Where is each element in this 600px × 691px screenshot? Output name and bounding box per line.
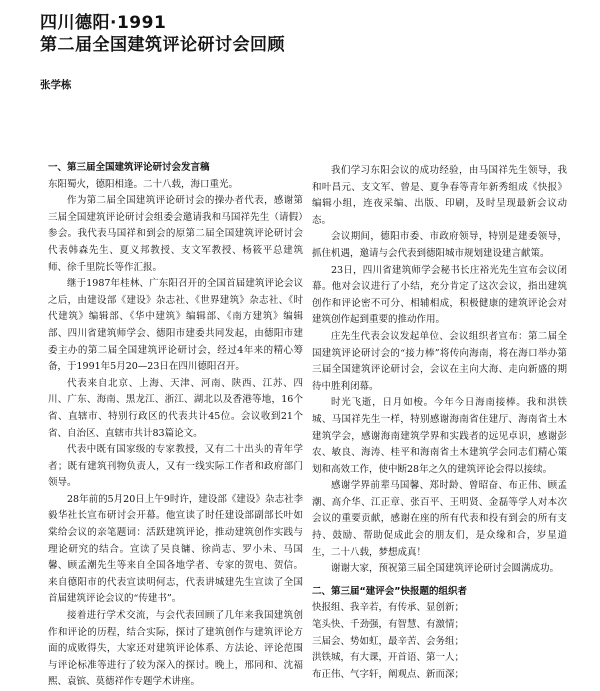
left-paragraph-6: 28年前的5月20日上午9时许，建设部《建设》杂志社李毅华社长宣布研讨会开幕。他宣读了时任建设部副部长叶如棠给会议的亲笔题词：活跃建筑评论，推动建筑创作实践与理论研究的结合。宣读了吴良镛、徐尚志、罗小未、马国馨、顾孟潮先生等来自全国各地学者、专家的贺电、贺信。来自德阳市的代表宣读明何志，代表讲城建先生宣读了全国首届建筑评论会议的“传建书”。 bbox=[48, 493, 303, 605]
left-paragraph-5: 代表中既有国家级的专家教授，又有二十出头的青年学者；既有建筑刊物负责人，又有一线实际工作者和政府部门领导。 bbox=[48, 444, 303, 489]
left-paragraph-1: 东阳蜀火，德阳相逢。二十八载，海口重光。 bbox=[48, 178, 239, 190]
author-name: 张学栋 bbox=[40, 79, 72, 91]
article-title-line-1: 四川德阳·1991 bbox=[40, 13, 167, 33]
left-paragraph-4: 代表来自北京、上海、天津、河南、陕西、江苏、四川、广东、海南、黑龙江、浙江、湖北以及香港等地，16个省、直辖市、特别行政区的代表共计45位。会议收到21个省、自治区、直辖市共计83篇论文。 bbox=[48, 377, 303, 439]
left-paragraph-2: 作为第二届全国建筑评论研讨会的操办者代表，感谢第三届全国建筑评论研讨会组委会邀请我和马国祥先生（请假）参会。我代表马国祥和到会的原第二届全国建筑评论研讨会代表韩森先生、夏义邦教授、支文军教授、杨筱平总建筑师、徐千里院长等作汇报。 bbox=[48, 195, 303, 273]
right-paragraph-7: 谢谢大家，预祝第三届全国建筑评论研讨会圆满成功。 bbox=[331, 563, 560, 575]
right-column bbox=[312, 163, 567, 683]
verse-list bbox=[312, 600, 567, 683]
verse-line: 洪铁城，有大课，开首语、第一人； bbox=[312, 652, 465, 664]
right-paragraph-6: 感谢学界前辈马国馨、郑时龄、曾昭奋、布正伟、顾孟潮、高介华、江正章、张百平、王明贤、金磊等学人对本次会议的重要贡献，感谢在座的所有代表和投有到会的所有支持、鼓励、帮助促成此会的朋友们，是众缘和合，岁星道生，二十八载，梦想成真！ bbox=[312, 480, 567, 558]
section-heading-1: 一、第三届全国建筑评论研讨会发言稿 bbox=[48, 162, 210, 173]
article-title-line-2: 第二届全国建筑评论研讨会回顾 bbox=[40, 35, 285, 55]
verse-line: 笔头快、千劲强，有智慧、有激情； bbox=[312, 619, 465, 631]
verse-line: 布正伟、气字轩，阐观点、新而深； bbox=[312, 668, 465, 680]
verse-line: 三届会、势如虹，最辛苦、会务组； bbox=[312, 635, 465, 647]
left-column bbox=[48, 160, 303, 691]
left-paragraph-7: 接着进行学术交流，与会代表回顾了几年来我国建筑创作和评论的历程，结合实际，探讨了建筑创作与建筑评论方面的成败得失，大家还对建筑评论体系、方法论、评论范围与评论标准等进行了较为深入的探讨。晚上，邢同和、沈福熙、袁镔、莫德祥作专题学术讲座。 bbox=[48, 610, 303, 688]
right-paragraph-4: 庄先生代表会议发起单位、会议组织者宣布：第二届全国建筑评论研讨会的“接力棒”将传向海南，将在海口举办第三届全国建筑评论研讨会，会议在主向大海、走向新盛的期待中胜利闭幕。 bbox=[312, 330, 567, 392]
right-paragraph-5: 时光飞逝，日月如梭。今年今日海南接棒。我和洪铁城、马国祥先生一样，特别感谢海南省住建厅、海南省土木建筑学会，感谢海南建筑学界和实践者的远见卓识，感谢彭农、敏良、海涛、桂平和海南省土木建筑学会同志们精心策划和高效工作，使中断28年之久的建筑评论会得以接续。 bbox=[312, 397, 567, 475]
right-paragraph-3: 23日，四川省建筑师学会秘书长庄裕光先生宣布会议闭幕。他对会议进行了小结，充分肯定了这次会议，指出建筑创作和评论密不可分、相辅相成，积极健康的建筑评论会对建筑创作起到重要的推动作用。 bbox=[312, 264, 567, 326]
right-paragraph-2: 会议期间，德阳市委、市政府领导，特别是建委领导，抓住机遇，邀请与会代表到德阳城市规划建设建言献策。 bbox=[312, 231, 567, 259]
right-paragraph-1: 我们学习东阳会议的成功经验，由马国祥先生领导，我和叶昌元、支文军、曾是、夏争春等青年新秀组成《快报》编辑小组，连夜采编、出版、印刷，及时呈现最新会议动态。 bbox=[312, 165, 567, 226]
section-heading-2: 二、第三届“建评会”快报题的组织者 bbox=[312, 585, 467, 597]
verse-line: 快报组、我辛若，有传承、显创新； bbox=[312, 602, 465, 614]
left-paragraph-3: 继于1987年桂林、广东阳召开的全国首届建筑评论会议之后，由建设部《建设》杂志社、《世界建筑》杂志社、《时代建筑》编辑部、《华中建筑》编辑部、《南方建筑》编辑部、四川省建筑师学会、德阳市建委共同发起，由德阳市建委主办的第二届全国建筑评论研讨会，经过4年来的精心筹备，于1991年5月20—23日在四川德阳召开。 bbox=[48, 278, 303, 373]
